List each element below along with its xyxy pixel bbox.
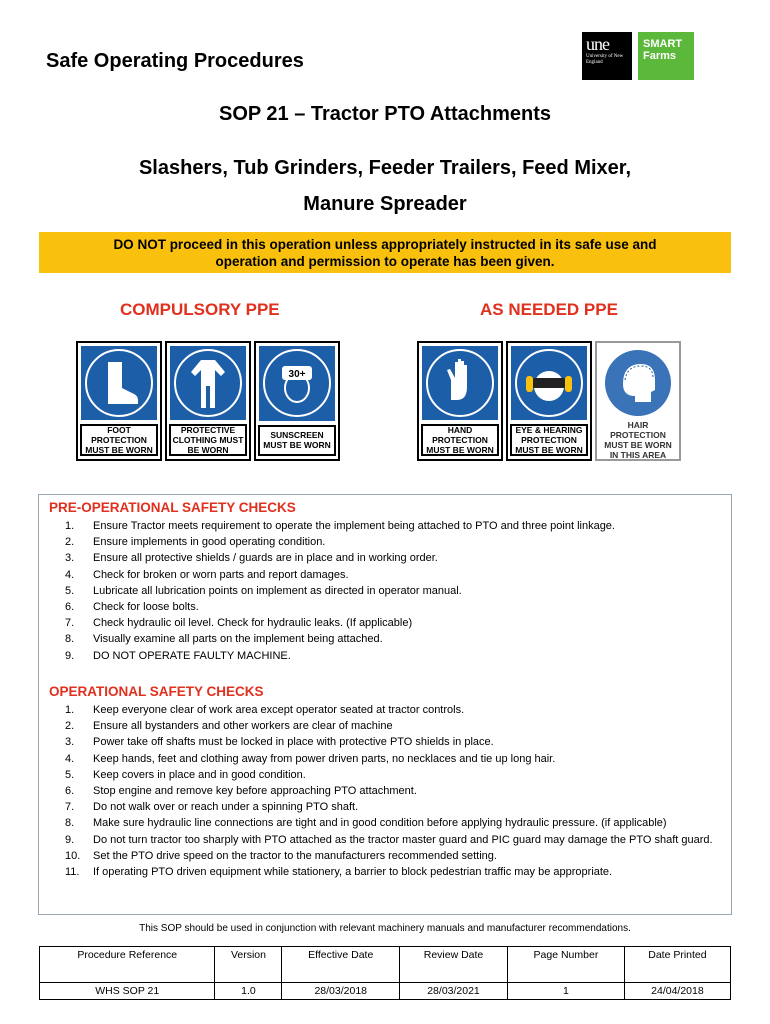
- list-item: [65, 864, 729, 880]
- sunscreen-label: SUNSCREEN MUST BE WORN: [258, 425, 336, 456]
- value-cell: 24/04/2018: [624, 983, 730, 1000]
- eye-hearing-protection-sign: [506, 341, 592, 461]
- list-item-number: 9.: [65, 833, 75, 846]
- list-item-text: Power take off shafts must be locked in place with protective PTO shields in place.: [93, 736, 494, 749]
- list-item-text: Do not walk over or reach under a spinning PTO shaft.: [93, 801, 359, 814]
- operational-list: [65, 702, 729, 880]
- pre-operational-list: [65, 518, 729, 664]
- list-item: [65, 702, 729, 718]
- hand-protection-sign: [417, 341, 503, 461]
- reference-table-value-row: [40, 983, 731, 1000]
- sunscreen-badge: 30+: [288, 369, 306, 381]
- compulsory-ppe-signs: [76, 341, 340, 461]
- protective-clothing-label: PROTECTIVE CLOTHING MUST BE WORN: [169, 424, 247, 456]
- list-item-number: 3.: [65, 552, 75, 565]
- list-item: [65, 783, 729, 799]
- value-cell: 28/03/2021: [399, 983, 507, 1000]
- header-cell: Review Date: [399, 947, 507, 983]
- list-item-number: 7.: [65, 801, 75, 814]
- list-item: [65, 832, 729, 848]
- list-item-number: 6.: [65, 785, 75, 798]
- list-item-text: Stop engine and remove key before approaching PTO attachment.: [93, 785, 417, 798]
- coverall-icon: [170, 346, 246, 420]
- list-item-number: 4.: [65, 752, 75, 765]
- list-item-text: Check for loose bolts.: [93, 601, 199, 614]
- list-item: [65, 550, 729, 566]
- as-needed-ppe-signs: [417, 341, 681, 461]
- value-cell: 1.0: [215, 983, 282, 1000]
- foot-protection-sign: [76, 341, 162, 461]
- boot-icon: [81, 346, 157, 420]
- list-item: [65, 799, 729, 815]
- list-item-text: Keep covers in place and in good condition.: [93, 768, 306, 781]
- list-item: [65, 599, 729, 615]
- list-item-number: 2.: [65, 536, 75, 549]
- compulsory-ppe-heading: COMPULSORY PPE: [120, 300, 280, 319]
- header-cell: Effective Date: [282, 947, 400, 983]
- hairnet-icon: [600, 346, 676, 420]
- list-item: [65, 583, 729, 599]
- sunscreen-sign: [254, 341, 340, 461]
- footnote: This SOP should be used in conjunction with relevant machinery manuals and manufacturer recommendations.: [139, 923, 631, 934]
- list-item-text: If operating PTO driven equipment while stationery, a barrier to block pedestrian traffic may be appropriate.: [93, 866, 613, 879]
- list-item-text: Do not turn tractor too sharply with PTO attached as the tractor master guard and PIC guard may damage the PTO shaft guard.: [93, 833, 713, 846]
- list-item-text: Ensure implements in good operating condition.: [93, 536, 326, 549]
- list-item-number: 9.: [65, 649, 75, 662]
- list-item-text: Ensure all protective shields / guards are in place and in working order.: [93, 552, 438, 565]
- list-item: [65, 631, 729, 647]
- list-item-text: Ensure Tractor meets requirement to operate the implement being attached to PTO and three point linkage.: [93, 520, 615, 532]
- warning-text-line2: operation and permission to operate has been given.: [215, 254, 555, 269]
- list-item: [65, 534, 729, 550]
- header-cell: Procedure Reference: [40, 947, 215, 983]
- document-header-title: Safe Operating Procedures: [46, 50, 304, 72]
- list-item: [65, 751, 729, 767]
- list-item-text: Set the PTO drive speed on the tractor to the manufacturers recommended setting.: [93, 849, 497, 862]
- list-item: [65, 848, 729, 864]
- eye-hearing-protection-label: EYE & HEARING PROTECTION MUST BE WORN: [510, 424, 588, 456]
- list-item-text: Keep hands, feet and clothing away from power driven parts, no necklaces and tie up long hair.: [93, 752, 556, 765]
- list-item-text: Check hydraulic oil level. Check for hydraulic leaks. (If applicable): [93, 617, 413, 630]
- list-item-text: Keep everyone clear of work area except operator seated at tractor controls.: [93, 704, 465, 716]
- pre-operational-heading: PRE-OPERATIONAL SAFETY CHECKS: [49, 500, 296, 515]
- list-item: [65, 718, 729, 734]
- list-item: [65, 567, 729, 583]
- list-item-number: 1.: [65, 704, 75, 716]
- list-item-text: DO NOT OPERATE FAULTY MACHINE.: [93, 649, 291, 662]
- safety-checks-box: [38, 494, 732, 915]
- list-item: [65, 518, 729, 534]
- une-logo-text: une: [586, 34, 609, 54]
- list-item-number: 5.: [65, 768, 75, 781]
- sop-subtitle-line1: Slashers, Tub Grinders, Feeder Trailers, Feed Mixer,: [138, 157, 632, 179]
- list-item: [65, 615, 729, 631]
- goggles-earmuff-icon: [511, 346, 587, 420]
- warning-bold: DO NOT: [113, 237, 166, 252]
- hair-protection-label: HAIR PROTECTION MUST BE WORN IN THIS AREA: [604, 420, 672, 460]
- header-cell: Version: [215, 947, 282, 983]
- list-item: [65, 767, 729, 783]
- glove-icon: [422, 346, 498, 420]
- list-item: [65, 734, 729, 750]
- list-item-text: Ensure all bystanders and other workers are clear of machine: [93, 720, 393, 733]
- list-item-number: 4.: [65, 568, 75, 581]
- list-item-number: 2.: [65, 720, 75, 733]
- reference-table: [39, 946, 731, 1000]
- list-item-number: 5.: [65, 584, 75, 597]
- value-cell: 1: [508, 983, 625, 1000]
- logos: [582, 32, 694, 80]
- list-item-text: Visually examine all parts on the implement being attached.: [93, 633, 383, 646]
- list-item: [65, 648, 729, 664]
- foot-protection-label: FOOT PROTECTION MUST BE WORN: [80, 424, 158, 456]
- sun-hat-icon: [259, 346, 335, 421]
- une-logo: [582, 32, 632, 80]
- list-item-number: 10.: [65, 849, 81, 862]
- list-item-number: 6.: [65, 601, 75, 614]
- as-needed-ppe-heading: AS NEEDED PPE: [480, 300, 618, 319]
- sop-subtitle: [0, 150, 770, 222]
- warning-banner: [39, 232, 731, 273]
- protective-clothing-sign: [165, 341, 251, 461]
- list-item-number: 8.: [65, 817, 75, 830]
- list-item-number: 3.: [65, 736, 75, 749]
- une-logo-subtext: University of New England: [586, 54, 624, 65]
- header-cell: Page Number: [508, 947, 625, 983]
- warning-text-line1: proceed in this operation unless appropriately instructed in its safe use and: [165, 237, 657, 252]
- list-item-number: 11.: [65, 866, 80, 879]
- header-cell: Date Printed: [624, 947, 730, 983]
- list-item: [65, 815, 729, 831]
- value-cell: WHS SOP 21: [40, 983, 215, 1000]
- sop-title: SOP 21 – Tractor PTO Attachments: [219, 103, 551, 125]
- list-item-number: 7.: [65, 617, 75, 630]
- hair-protection-sign: [595, 341, 681, 461]
- smart-farms-logo: SMART Farms: [638, 32, 694, 80]
- list-item-text: Check for broken or worn parts and report damages.: [93, 568, 349, 581]
- sop-subtitle-line2: Manure Spreader: [303, 193, 467, 215]
- list-item-number: 1.: [65, 520, 75, 532]
- reference-table-header-row: [40, 947, 731, 983]
- hand-protection-label: HAND PROTECTION MUST BE WORN: [421, 424, 499, 456]
- list-item-number: 8.: [65, 633, 75, 646]
- list-item-text: Make sure hydraulic line connections are tight and in good condition before applying hydraulic pressure. (if applicable): [93, 817, 667, 830]
- list-item-text: Lubricate all lubrication points on implement as directed in operator manual.: [93, 584, 462, 597]
- operational-heading: OPERATIONAL SAFETY CHECKS: [49, 684, 264, 699]
- value-cell: 28/03/2018: [282, 983, 400, 1000]
